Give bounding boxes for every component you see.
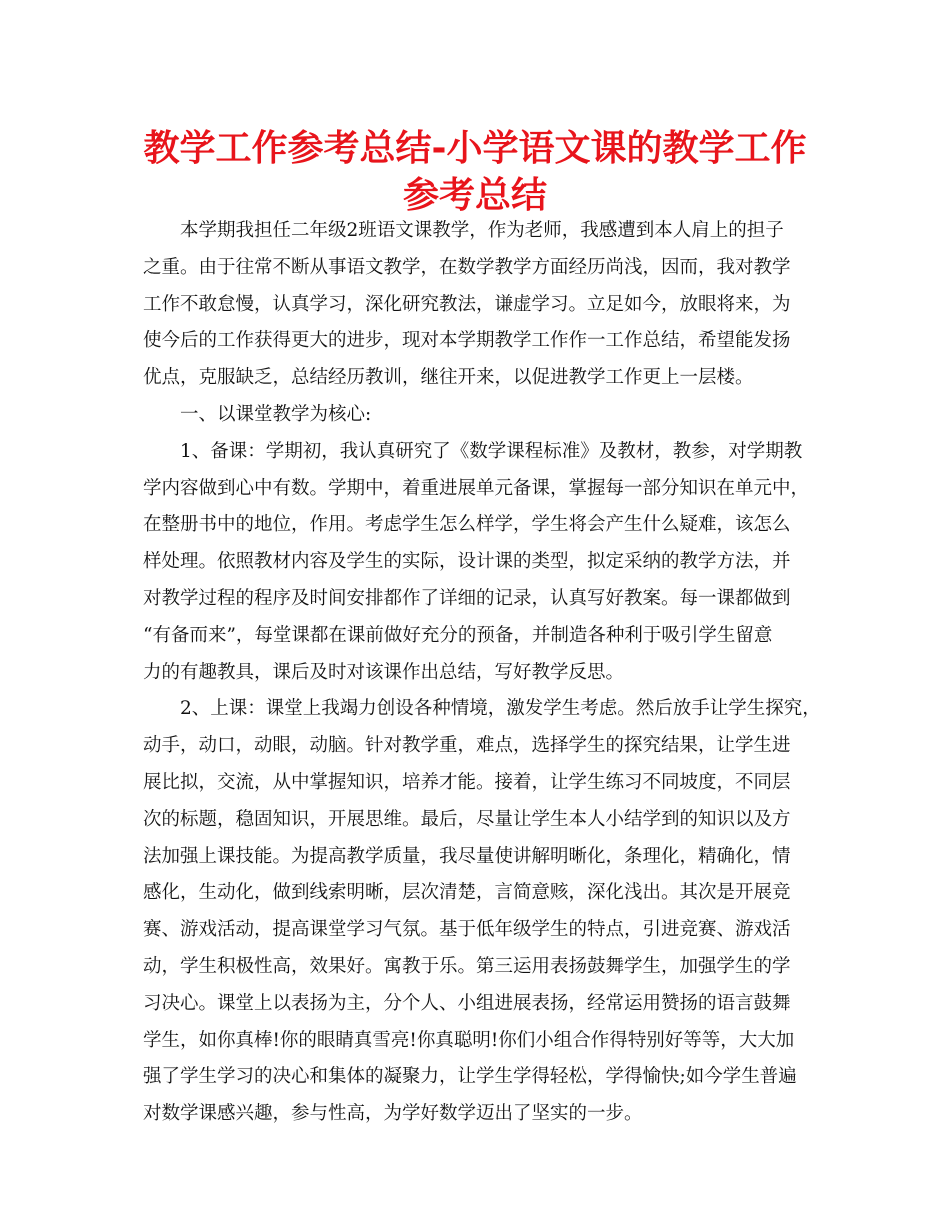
paragraph-line: 样处理。依照教材内容及学生的实际，设计课的类型，拟定采纳的教学方法，并 [143,551,791,573]
paragraph-line: 赛、游戏活动，提高课堂学习气氛。基于低年级学生的特点，引进竞赛、游戏活 [143,919,791,941]
paragraph-line: 2、上课：课堂上我竭力创设各种情境，激发学生考虑。然后放手让学生探究， [180,698,821,720]
paragraph-line: 感化，生动化，做到线索明晰，层次清楚，言简意赅，深化浅出。其次是开展竞 [143,882,791,904]
document-title: 教学工作参考总结-小学语文课的教学工作参考总结 [143,128,807,216]
paragraph-line: “有备而来”，每堂课都在课前做好充分的预备，并制造各种利于吸引学生留意 [143,624,773,646]
paragraph-line: 强了学生学习的决心和集体的凝聚力，让学生学得轻松，学得愉快;如今学生普遍 [143,1066,797,1088]
paragraph-line: 动，学生积极性高，效果好。寓教于乐。第三运用表扬鼓舞学生，加强学生的学 [143,955,791,977]
paragraph-line: 对教学过程的程序及时间安排都作了详细的记录，认真写好教案。每一课都做到 [143,587,791,609]
paragraph-line: 动手，动口，动眼，动脑。针对教学重，难点，选择学生的探究结果，让学生进 [143,735,791,757]
paragraph-line: 对数学课感兴趣，参与性高，为学好数学迈出了坚实的一步。 [143,1103,643,1125]
paragraph-line: 1、备课：学期初，我认真研究了《数学课程标准》及教材，教参，对学期教 [180,440,803,462]
document-body [143,213,821,1133]
paragraph-line: 一、以课堂教学为核心: [180,403,372,425]
paragraph-line: 力的有趣教具，课后及时对该课作出总结，写好教学反思。 [143,661,625,683]
paragraph-line: 学生，如你真棒!你的眼睛真雪亮!你真聪明!你们小组合作得特别好等等，大大加 [143,1029,795,1051]
paragraph-line: 之重。由于往常不断从事语文教学，在数学教学方面经历尚浅，因而，我对教学 [143,256,791,278]
paragraph-line: 学内容做到心中有数。学期中，着重进展单元备课，掌握每一部分知识在单元中， [143,477,810,499]
paragraph-line: 次的标题，稳固知识，开展思维。最后，尽量让学生本人小结学到的知识以及方 [143,808,791,830]
paragraph-line: 本学期我担任二年级2班语文课教学，作为老师，我感遭到本人肩上的担子 [180,220,784,241]
paragraph-line: 法加强上课技能。为提高教学质量，我尽量使讲解明晰化，条理化，精确化，情 [143,845,791,867]
paragraph-line: 工作不敢怠慢，认真学习，深化研究教法，谦虚学习。立足如今，放眼将来，为 [143,293,791,315]
paragraph-line: 展比拟，交流，从中掌握知识，培养才能。接着，让学生练习不同坡度，不同层 [143,771,791,793]
paragraph-line: 习决心。课堂上以表扬为主，分个人、小组进展表扬，经常运用赞扬的语言鼓舞 [143,992,791,1014]
paragraph-line: 优点，克服缺乏，总结经历教训，继往开来，以促进教学工作更上一层楼。 [143,367,754,389]
paragraph-line: 使今后的工作获得更大的进步，现对本学期教学工作作一工作总结，希望能发扬 [143,330,791,352]
paragraph-line: 在整册书中的地位，作用。考虑学生怎么样学，学生将会产生什么疑难，该怎么 [143,514,791,536]
